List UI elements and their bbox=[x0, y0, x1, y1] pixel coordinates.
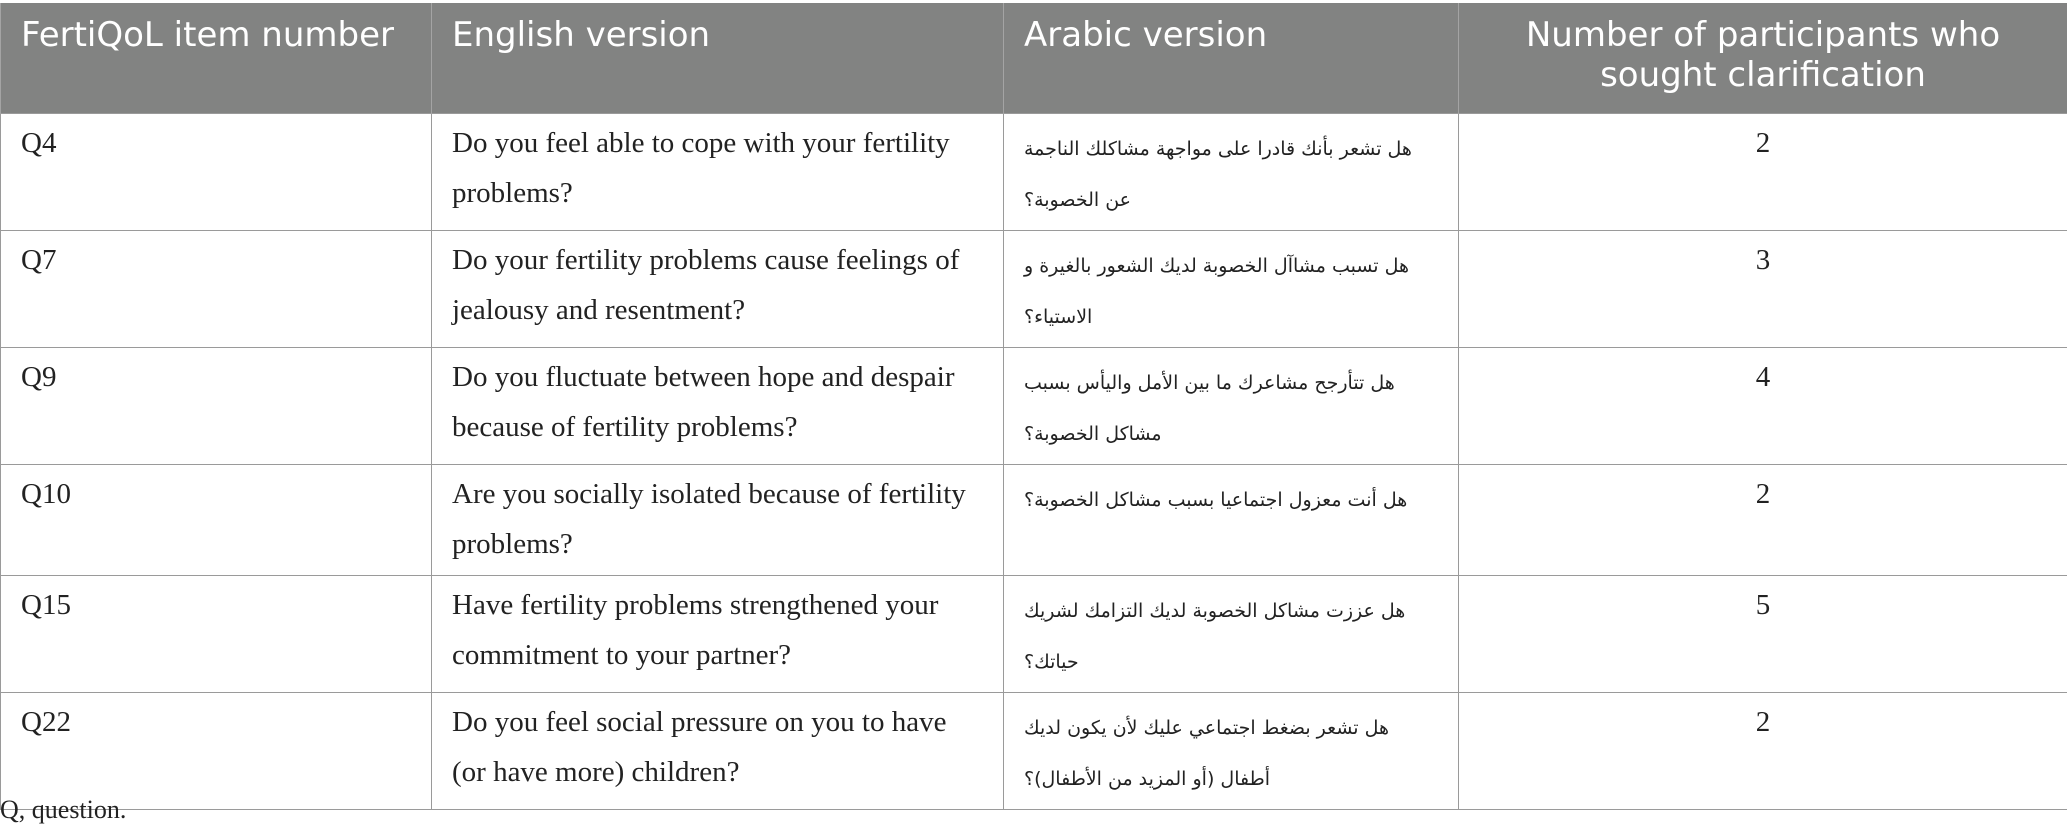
participants-count-cell: 2 bbox=[1459, 464, 2067, 575]
arabic-text: هل تسبب مشاآل الخصوبة لديك الشعور بالغيرة و الاستياء؟ bbox=[1024, 254, 1410, 328]
arabic-text: هل عززت مشاكل الخصوبة لديك التزامك لشريك حياتك؟ bbox=[1024, 599, 1406, 673]
table-row bbox=[1, 230, 2067, 347]
arabic-text-cell bbox=[1004, 113, 1459, 230]
arabic-text-cell bbox=[1004, 575, 1459, 692]
item-number-cell: Q7 bbox=[1, 230, 432, 347]
english-text-cell: Do you feel able to cope with your fertility problems? bbox=[432, 113, 1004, 230]
table-row bbox=[1, 464, 2067, 575]
english-text-cell: Do you feel social pressure on you to have (or have more) children? bbox=[432, 692, 1004, 809]
fertiqol-table bbox=[0, 3, 2067, 810]
arabic-text-cell bbox=[1004, 464, 1459, 575]
header-row bbox=[1, 3, 2067, 113]
arabic-text-cell bbox=[1004, 347, 1459, 464]
participants-count-cell: 2 bbox=[1459, 692, 2067, 809]
item-number-cell: Q10 bbox=[1, 464, 432, 575]
item-number-cell: Q4 bbox=[1, 113, 432, 230]
arabic-text: هل تشعر بضغط اجتماعي عليك لأن يكون لديك أطفال (أو المزيد من الأطفال)؟ bbox=[1024, 716, 1390, 790]
english-text-cell: Are you socially isolated because of fertility problems? bbox=[432, 464, 1004, 575]
arabic-text-cell bbox=[1004, 692, 1459, 809]
item-number-cell: Q9 bbox=[1, 347, 432, 464]
table-row bbox=[1, 113, 2067, 230]
header-item-number: FertiQoL item number bbox=[1, 3, 432, 113]
table-row bbox=[1, 575, 2067, 692]
table-footnote: Q, question. bbox=[0, 795, 127, 824]
arabic-text: هل تتأرجح مشاعرك ما بين الأمل واليأس بسبب مشاكل الخصوبة؟ bbox=[1024, 371, 1395, 445]
table-row bbox=[1, 347, 2067, 464]
header-participants-count: Number of participants who sought clarification bbox=[1459, 3, 2067, 113]
english-text-cell: Have fertility problems strengthened your commitment to your partner? bbox=[432, 575, 1004, 692]
arabic-text-cell bbox=[1004, 230, 1459, 347]
header-english-version: English version bbox=[432, 3, 1004, 113]
table-row bbox=[1, 692, 2067, 809]
participants-count-cell: 2 bbox=[1459, 113, 2067, 230]
participants-count-cell: 5 bbox=[1459, 575, 2067, 692]
item-number-cell: Q22 bbox=[1, 692, 432, 809]
header-arabic-version: Arabic version bbox=[1004, 3, 1459, 113]
participants-count-cell: 3 bbox=[1459, 230, 2067, 347]
item-number-cell: Q15 bbox=[1, 575, 432, 692]
arabic-text: هل تشعر بأنك قادرا على مواجهة مشاكلك الناجمة عن الخصوبة؟ bbox=[1024, 137, 1412, 211]
arabic-text: هل أنت معزول اجتماعيا بسبب مشاكل الخصوبة؟ bbox=[1024, 488, 1408, 511]
participants-count-cell: 4 bbox=[1459, 347, 2067, 464]
english-text-cell: Do your fertility problems cause feelings of jealousy and resentment? bbox=[432, 230, 1004, 347]
english-text-cell: Do you fluctuate between hope and despair because of fertility problems? bbox=[432, 347, 1004, 464]
